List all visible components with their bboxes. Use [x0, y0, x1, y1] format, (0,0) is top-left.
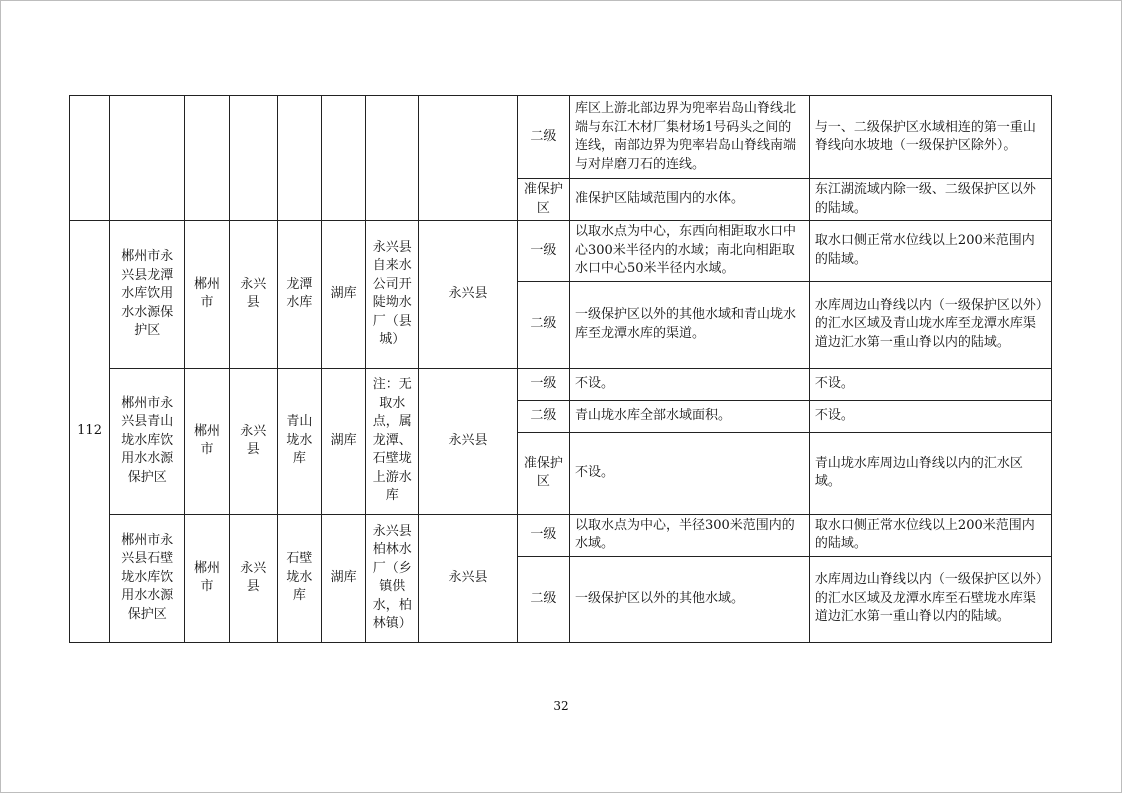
water-range-cell: 以取水点为中心，半径300米范围内的水域。 — [569, 514, 809, 556]
area-cell: 永兴县 — [419, 514, 517, 642]
zone-name: 郴州市永兴县石壁垅水库饮用水水源保护区 — [110, 514, 185, 642]
empty-cell — [419, 96, 517, 221]
water-range-cell: 一级保护区以外的其他水域。 — [569, 556, 809, 642]
level-cell: 二级 — [517, 281, 569, 368]
source-cell: 龙潭水库 — [277, 221, 321, 369]
empty-cell — [277, 96, 321, 221]
table-row — [70, 221, 1052, 282]
area-cell: 永兴县 — [419, 221, 517, 369]
water-range-cell: 一级保护区以外的其他水域和青山垅水库至龙潭水库的渠道。 — [569, 281, 809, 368]
empty-cell — [321, 96, 365, 221]
water-range-cell: 库区上游北部边界为兜率岩岛山脊线北端与东江木材厂集材场1号码头之间的连线，南部边界为兜率岩岛山脊线南端与对岸磨刀石的连线。 — [569, 96, 809, 179]
city-cell: 郴州市 — [185, 368, 229, 514]
level-cell: 一级 — [517, 514, 569, 556]
land-range-cell: 水库周边山脊线以内（一级保护区以外）的汇水区域及青山垅水库至龙潭水库渠道边汇水第一重山脊以内的陆域。 — [809, 281, 1051, 368]
water-range-cell: 以取水点为中心，东西向相距取水口中心300米半径内的水域；南北向相距取水口中心50米半径内水域。 — [569, 221, 809, 282]
land-range-cell: 东江湖流域内除一级、二级保护区以外的陆域。 — [809, 179, 1051, 221]
intake-cell: 注：无取水点，属龙潭、石壁垅上游水库 — [366, 368, 419, 514]
water-range-cell: 准保护区陆域范围内的水体。 — [569, 179, 809, 221]
water-range-cell: 不设。 — [569, 368, 809, 400]
protection-zone-table — [69, 95, 1052, 643]
water-range-cell: 青山垅水库全部水域面积。 — [569, 400, 809, 432]
table-row — [70, 96, 1052, 179]
group-number: 112 — [70, 221, 110, 643]
county-cell: 永兴县 — [229, 368, 277, 514]
intake-cell: 永兴县柏林水厂（乡镇供水，柏林镇） — [366, 514, 419, 642]
zone-name: 郴州市永兴县龙潭水库饮用水水源保护区 — [110, 221, 185, 369]
type-cell: 湖库 — [321, 368, 365, 514]
source-cell: 石壁垅水库 — [277, 514, 321, 642]
city-cell: 郴州市 — [185, 221, 229, 369]
area-cell: 永兴县 — [419, 368, 517, 514]
type-cell: 湖库 — [321, 221, 365, 369]
level-cell: 一级 — [517, 368, 569, 400]
level-cell: 二级 — [517, 556, 569, 642]
empty-cell — [366, 96, 419, 221]
type-cell: 湖库 — [321, 514, 365, 642]
land-range-cell: 取水口侧正常水位线以上200米范围内的陆域。 — [809, 514, 1051, 556]
level-cell: 准保护区 — [517, 432, 569, 514]
land-range-cell: 青山垅水库周边山脊线以内的汇水区域。 — [809, 432, 1051, 514]
level-cell: 二级 — [517, 400, 569, 432]
empty-cell — [185, 96, 229, 221]
land-range-cell: 取水口侧正常水位线以上200米范围内的陆域。 — [809, 221, 1051, 282]
source-cell: 青山垅水库 — [277, 368, 321, 514]
level-cell: 一级 — [517, 221, 569, 282]
table-row — [70, 368, 1052, 400]
land-range-cell: 不设。 — [809, 400, 1051, 432]
water-range-cell: 不设。 — [569, 432, 809, 514]
land-range-cell: 不设。 — [809, 368, 1051, 400]
intake-cell: 永兴县自来水公司开陡坳水厂（县城） — [366, 221, 419, 369]
level-cell: 准保护区 — [517, 179, 569, 221]
page-number: 32 — [553, 699, 569, 713]
city-cell: 郴州市 — [185, 514, 229, 642]
table-row — [70, 514, 1052, 556]
level-cell: 二级 — [517, 96, 569, 179]
empty-cell — [110, 96, 185, 221]
county-cell: 永兴县 — [229, 221, 277, 369]
empty-cell — [229, 96, 277, 221]
empty-cell — [70, 96, 110, 221]
land-range-cell: 水库周边山脊线以内（一级保护区以外）的汇水区域及龙潭水库至石壁垅水库渠道边汇水第一重山脊以内的陆域。 — [809, 556, 1051, 642]
land-range-cell: 与一、二级保护区水域相连的第一重山脊线向水坡地（一级保护区除外）。 — [809, 96, 1051, 179]
county-cell: 永兴县 — [229, 514, 277, 642]
zone-name: 郴州市永兴县青山垅水库饮用水水源保护区 — [110, 368, 185, 514]
